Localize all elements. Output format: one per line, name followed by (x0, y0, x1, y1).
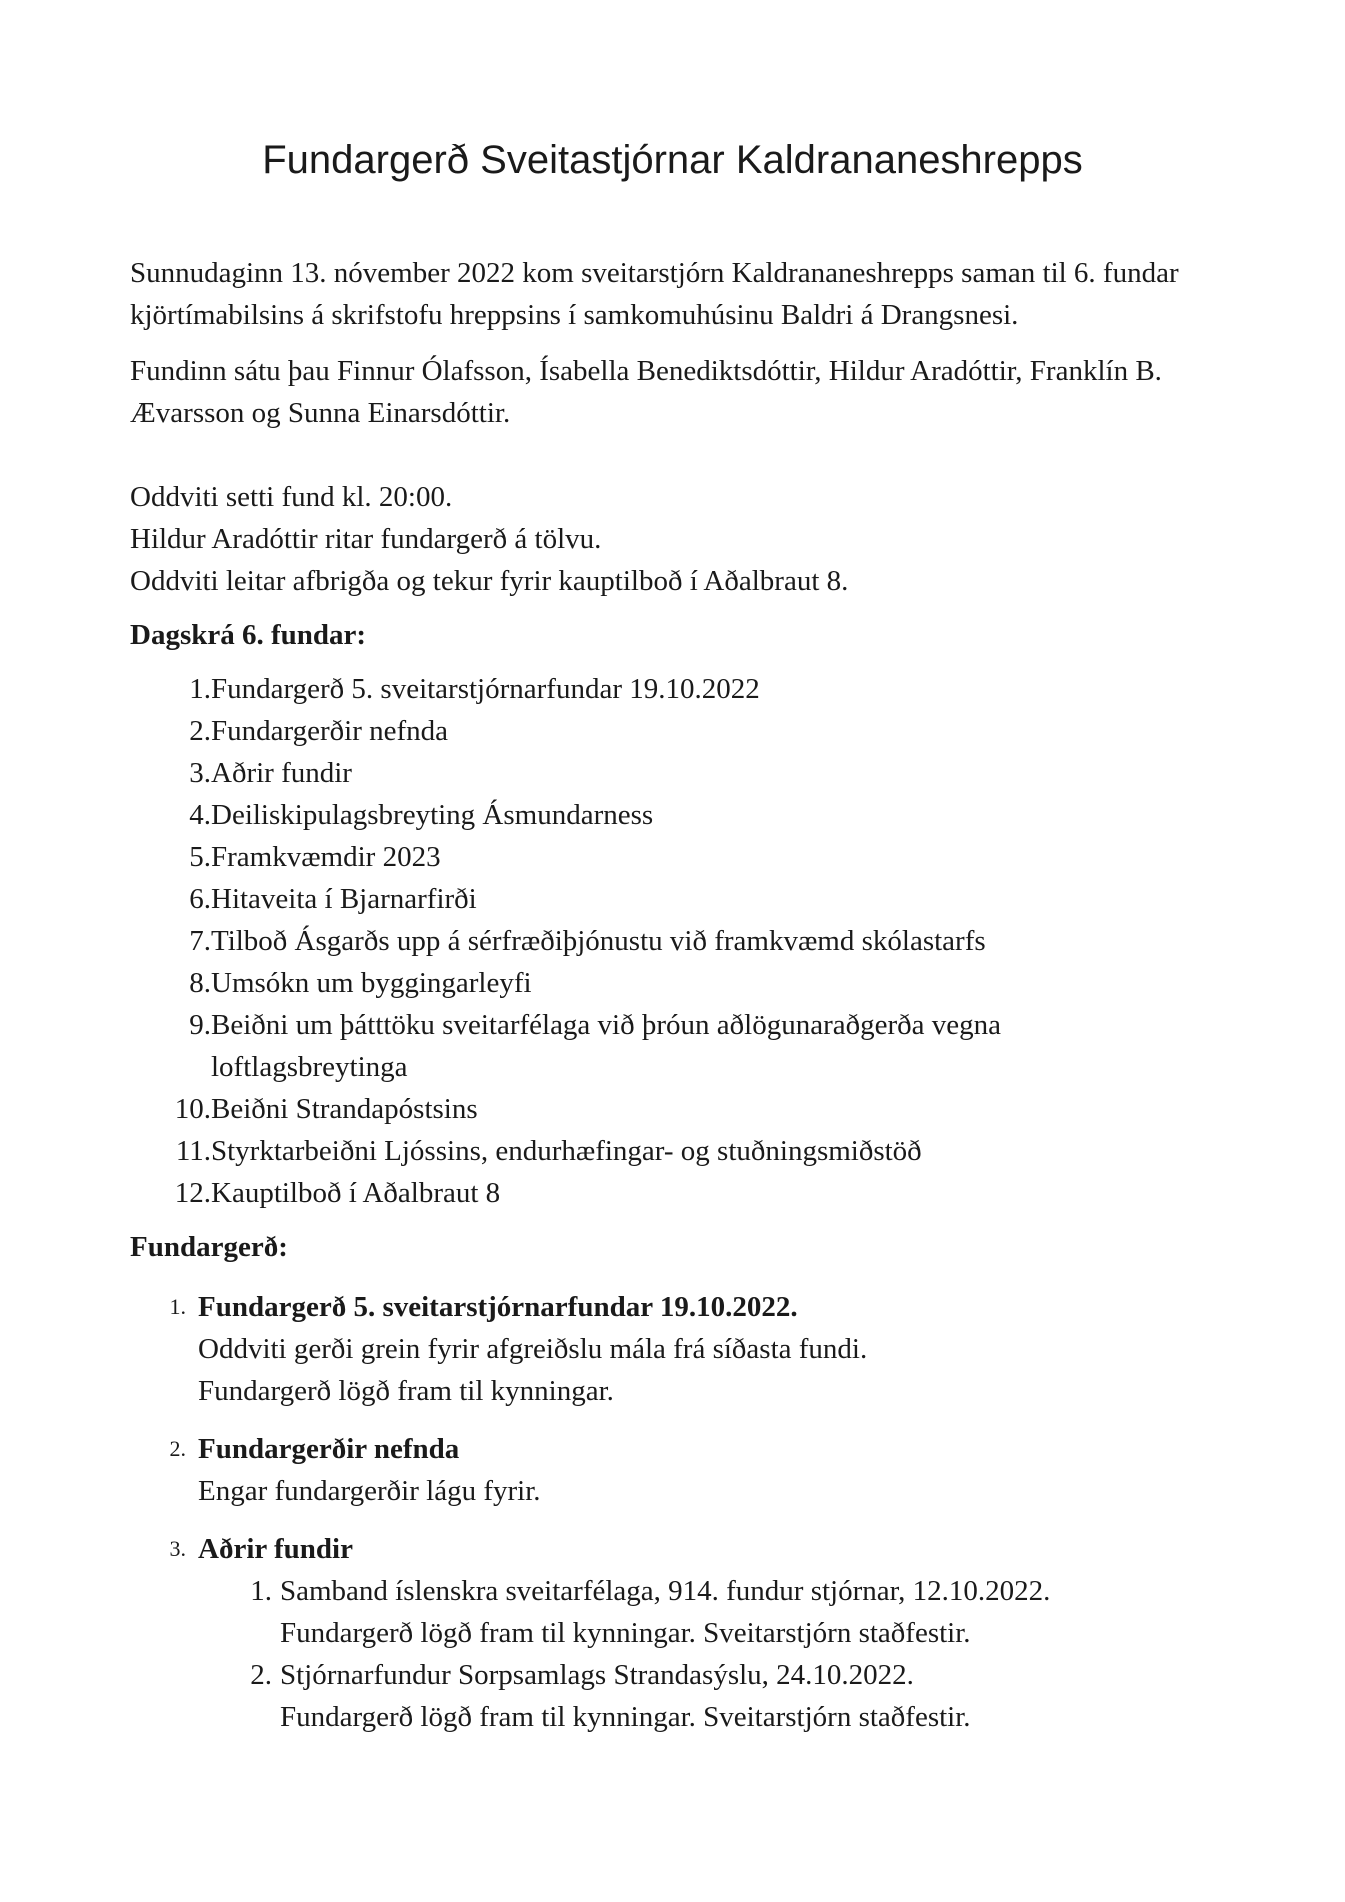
agenda-item (130, 920, 1240, 962)
document-title: Fundargerð Sveitastjórnar Kaldrananeshrepps (262, 138, 1083, 182)
agenda-item-text: Tilboð Ásgarðs upp á sérfræðiþjónustu við framkvæmd skólastarfs (211, 925, 986, 957)
agenda-item-text: Hitaveita í Bjarnarfirði (211, 883, 477, 915)
minutes-item-title: Aðrir fundir (198, 1533, 353, 1565)
agenda-item-text: Beiðni Strandapóstsins (211, 1093, 478, 1125)
minutes-item-line: Engar fundargerðir lágu fyrir. (198, 1475, 541, 1507)
agenda-item (130, 710, 1240, 752)
agenda-item-number: 8. (189, 967, 211, 999)
minutes-subitem-line: Stjórnarfundur Sorpsamlags Strandasýslu, 24.10.2022. (280, 1659, 914, 1691)
agenda-item (130, 836, 1240, 878)
agenda-item-number: 6. (189, 883, 211, 915)
agenda-item (130, 878, 1240, 920)
minutes-item (130, 1528, 1240, 1738)
minutes-item-body (198, 1528, 1240, 1738)
minutes-item-number: 2. (169, 1436, 186, 1461)
agenda-item (130, 1004, 1240, 1088)
minutes-item-number: 1. (169, 1294, 186, 1319)
minutes-subitem-line: Samband íslenskra sveitarfélaga, 914. fundur stjórnar, 12.10.2022. (280, 1575, 1051, 1607)
minutes-item (130, 1428, 1240, 1512)
agenda-item-text: Fundargerð 5. sveitarstjórnarfundar 19.10.2022 (211, 673, 760, 705)
agenda-heading: Dagskrá 6. fundar: (130, 619, 367, 651)
agenda-item-number: 1. (189, 673, 211, 705)
minutes-item-number: 3. (169, 1536, 186, 1561)
minutes-subitem (198, 1654, 1240, 1738)
minutes-item-line: Fundargerð lögð fram til kynningar. (198, 1375, 614, 1407)
minutes-subitem-line: Fundargerð lögð fram til kynningar. Sveitarstjórn staðfestir. (280, 1701, 971, 1733)
agenda-item-text: Deiliskipulagsbreyting Ásmundarness (211, 799, 654, 831)
agenda-item-text: Kauptilboð í Aðalbraut 8 (211, 1177, 501, 1209)
agenda-item (130, 962, 1240, 1004)
minutes-subitem (198, 1570, 1240, 1654)
agenda-item-text: Aðrir fundir (211, 757, 352, 789)
minutes-item-line: Oddviti gerði grein fyrir afgreiðslu mála frá síðasta fundi. (198, 1333, 868, 1365)
minutes-item-title: Fundargerðir nefnda (198, 1433, 460, 1465)
minutes-sublist (198, 1570, 1240, 1738)
agenda-item-number: 10. (174, 1093, 211, 1125)
agenda-item-number: 5. (189, 841, 211, 873)
opening-line: Hildur Aradóttir ritar fundargerð á tölvu. (130, 523, 602, 555)
document-body (130, 252, 1240, 1754)
minutes-item-title: Fundargerð 5. sveitarstjórnarfundar 19.10.2022. (198, 1291, 798, 1323)
agenda-item (130, 1172, 1240, 1214)
minutes-subitem-line: Fundargerð lögð fram til kynningar. Sveitarstjórn staðfestir. (280, 1617, 971, 1649)
agenda-item-number: 11. (175, 1135, 211, 1167)
agenda-item (130, 1130, 1240, 1172)
agenda-item (130, 668, 1240, 710)
agenda-item-number: 12. (174, 1177, 211, 1209)
opening-lines (130, 476, 1240, 602)
agenda-item-number: 2. (189, 715, 211, 747)
agenda-item-text: Styrktarbeiðni Ljóssins, endurhæfingar- og stuðningsmiðstöð (211, 1135, 922, 1167)
agenda-list (130, 668, 1240, 1214)
attendees-paragraph: Fundinn sátu þau Finnur Ólafsson, Ísabella Benediktsdóttir, Hildur Aradóttir, Franklín B. Ævarsson og Sunna Einarsdóttir. (130, 355, 1162, 429)
minutes-subitem-body (280, 1654, 971, 1738)
minutes-heading: Fundargerð: (130, 1231, 288, 1263)
minutes-subitem-number: 1. (250, 1575, 272, 1607)
opening-line: Oddviti setti fund kl. 20:00. (130, 481, 453, 513)
agenda-item (130, 794, 1240, 836)
minutes-subitem-body (280, 1570, 1050, 1654)
agenda-item (130, 1088, 1240, 1130)
agenda-item-text: Beiðni um þátttöku sveitarfélaga við þróun aðlögunaraðgerða vegna loftlagsbreytinga (211, 1009, 1001, 1083)
agenda-item-text: Fundargerðir nefnda (211, 715, 449, 747)
minutes-item-body (198, 1428, 1240, 1512)
minutes-list (130, 1286, 1240, 1738)
agenda-item-number: 3. (189, 757, 211, 789)
opening-line: Oddviti leitar afbrigða og tekur fyrir kauptilboð í Aðalbraut 8. (130, 565, 849, 597)
minutes-item-body (198, 1286, 1240, 1412)
agenda-item-text: Framkvæmdir 2023 (211, 841, 441, 873)
agenda-item (130, 752, 1240, 794)
minutes-subitem-number: 2. (250, 1659, 272, 1691)
minutes-item (130, 1286, 1240, 1412)
agenda-item-text: Umsókn um byggingarleyfi (211, 967, 532, 999)
agenda-item-number: 4. (189, 799, 211, 831)
agenda-item-number: 9. (189, 1009, 211, 1041)
intro-paragraph: Sunnudaginn 13. nóvember 2022 kom sveitarstjórn Kaldrananeshrepps saman til 6. fundar kjörtímabilsins á skrifstofu hreppsins í samkomuhúsinu Baldri á Drangsnesi. (130, 257, 1179, 331)
agenda-item-number: 7. (189, 925, 211, 957)
